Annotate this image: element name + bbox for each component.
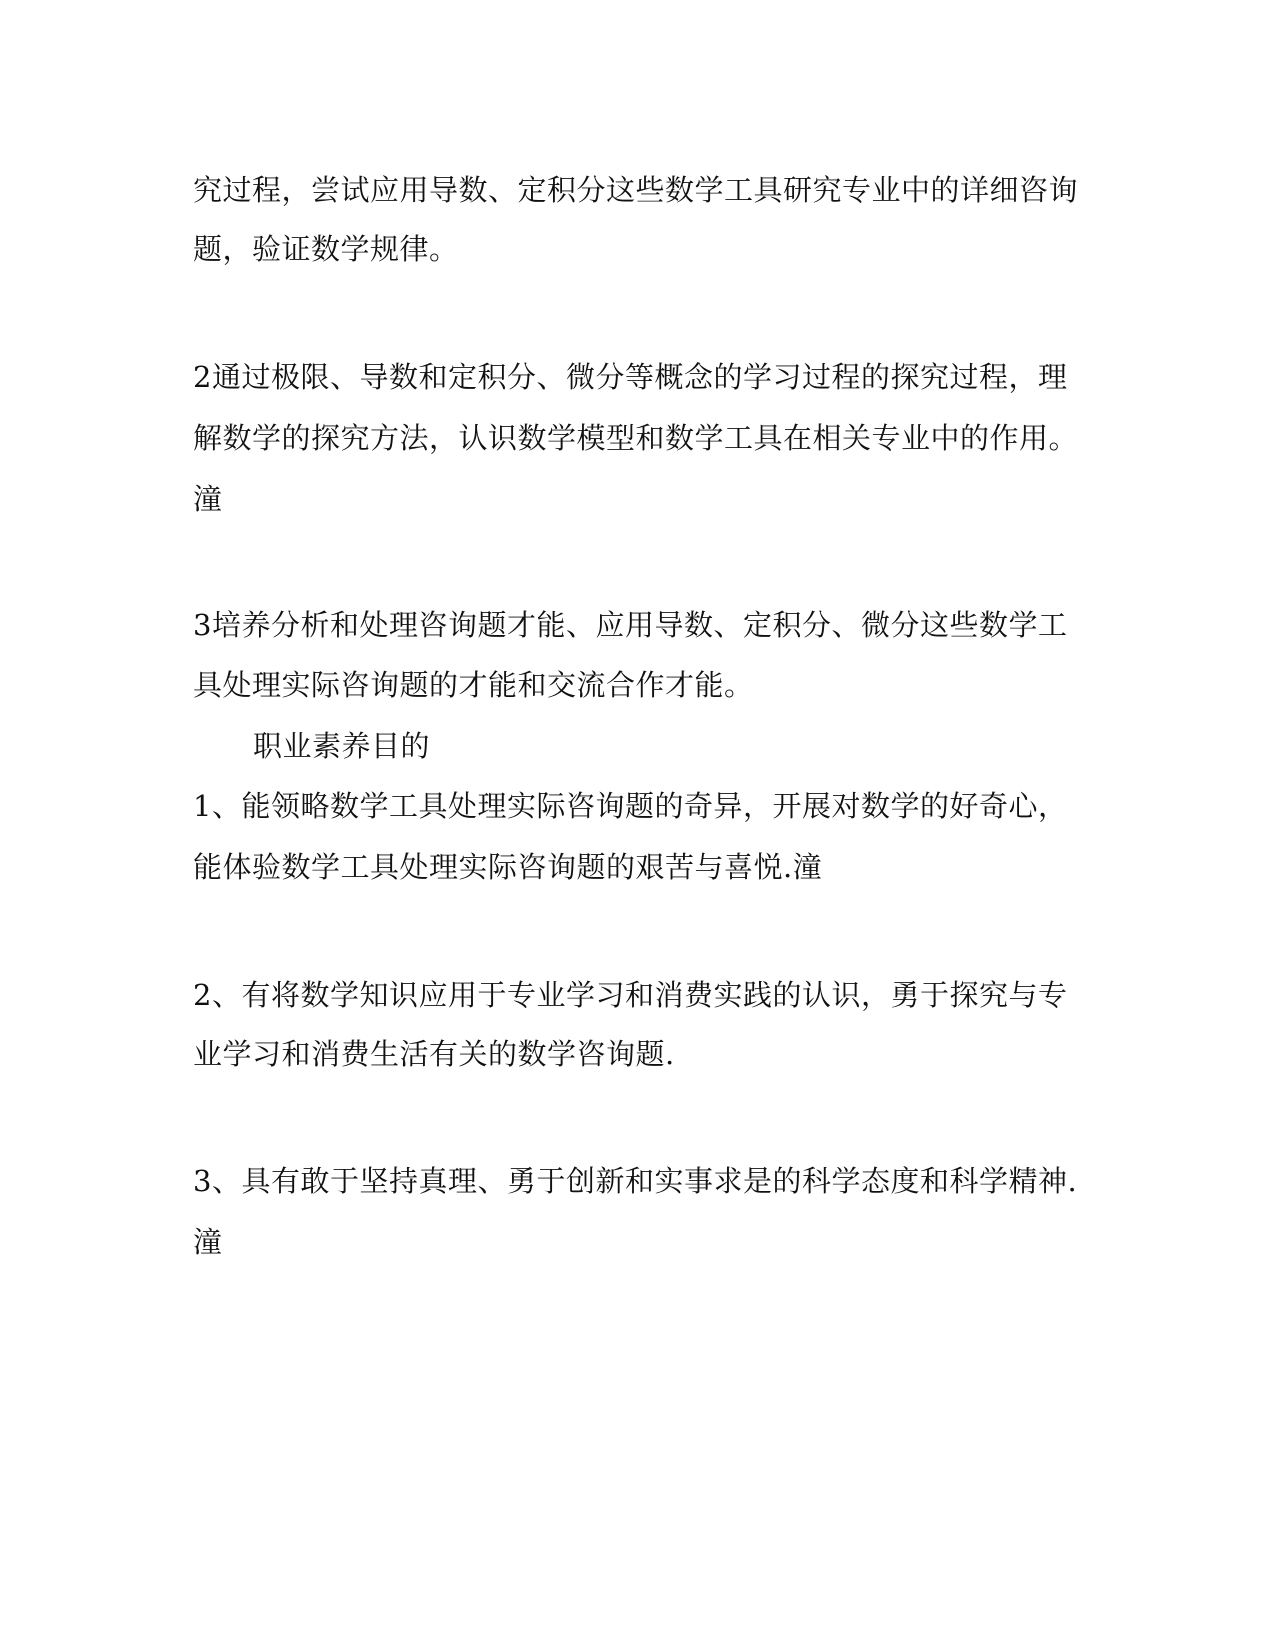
item-2-line-2: 业学习和消费生活有关的数学咨询题. — [193, 1037, 675, 1071]
paragraph-2-line-3: 潼 — [193, 482, 223, 516]
paragraph-3-line-1: 3培养分析和处理咨询题才能、应用导数、定积分、微分这些数学工 — [193, 608, 1068, 642]
paragraph-2-line-1: 2通过极限、导数和定积分、微分等概念的学习过程的探究过程，理 — [193, 360, 1068, 394]
item-1-line-2: 能体验数学工具处理实际咨询题的艰苦与喜悦.潼 — [193, 850, 823, 884]
paragraph-3-line-2: 具处理实际咨询题的才能和交流合作才能。 — [193, 668, 754, 702]
paragraph-1-line-2: 题，验证数学规律。 — [193, 232, 459, 266]
paragraph-2-line-2: 解数学的探究方法，认识数学模型和数学工具在相关专业中的作用。 — [193, 421, 1079, 455]
item-3-line-1: 3、具有敢于坚持真理、勇于创新和实事求是的科学态度和科学精神. — [193, 1164, 1078, 1198]
section-heading: 职业素养目的 — [253, 729, 431, 763]
item-1-line-1: 1、能领略数学工具处理实际咨询题的奇异，开展对数学的好奇心， — [193, 789, 1068, 823]
item-3-line-2: 潼 — [193, 1225, 223, 1259]
item-2-line-1: 2、有将数学知识应用于专业学习和消费实践的认识，勇于探究与专 — [193, 978, 1068, 1012]
paragraph-1-line-1: 究过程，尝试应用导数、定积分这些数学工具研究专业中的详细咨询 — [193, 173, 1079, 207]
